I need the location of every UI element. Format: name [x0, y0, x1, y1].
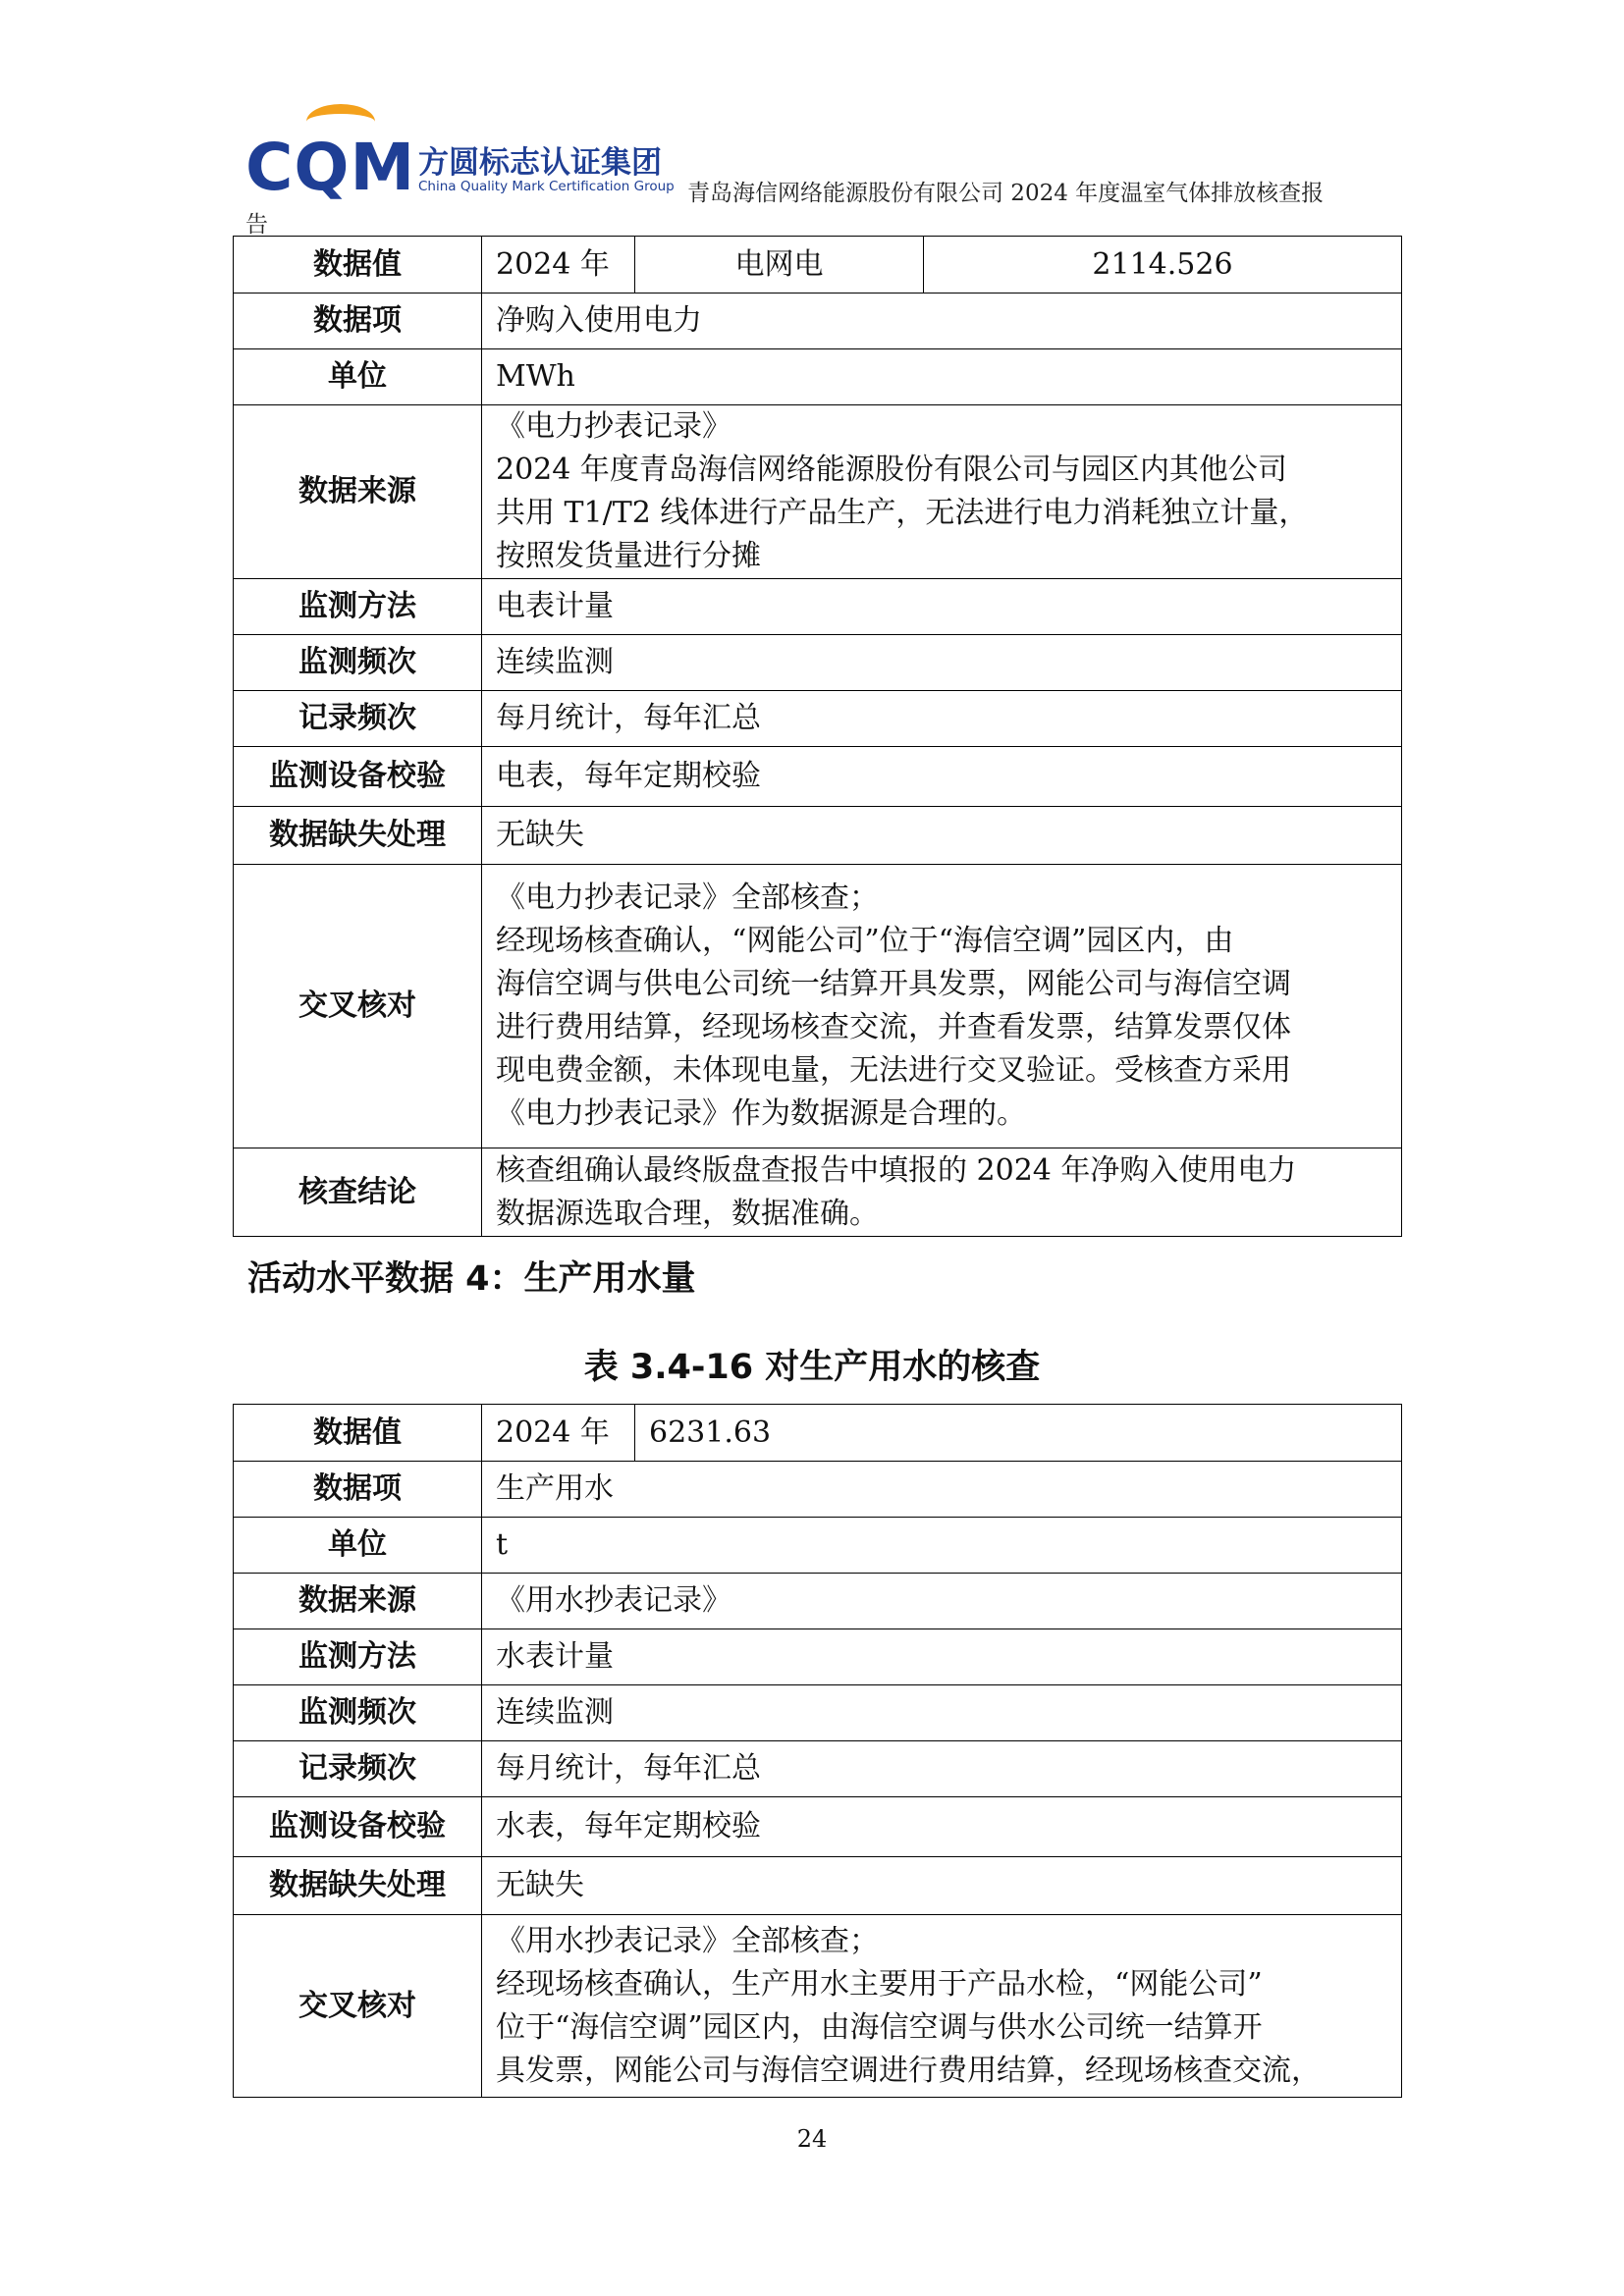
- table-caption: 表 3.4-16 对生产用水的核查: [583, 1348, 1041, 1387]
- logo-text: CQM: [245, 130, 416, 205]
- cqm-logo: [245, 130, 416, 205]
- label-record-frequency: 记录频次: [234, 691, 482, 747]
- table-row: [234, 1405, 1402, 1462]
- text-line: 位于“海信空调”园区内，由海信空调与供水公司统一结算开: [496, 2009, 1263, 2045]
- unit-value: MWh: [482, 349, 1402, 405]
- data-amount: 2114.526: [924, 237, 1402, 294]
- label-data-source: 数据来源: [234, 1574, 482, 1629]
- equipment-calibration-value: 电表，每年定期校验: [482, 747, 1402, 807]
- logo-arc-icon: [306, 104, 375, 139]
- data-year: 2024 年: [482, 237, 635, 294]
- data-type: 电网电: [635, 237, 924, 294]
- data-item-value: 净购入使用电力: [482, 294, 1402, 349]
- label-data-item: 数据项: [234, 294, 482, 349]
- label-missing-data: 数据缺失处理: [234, 807, 482, 865]
- record-frequency-value: 每月统计，每年汇总: [482, 1741, 1402, 1797]
- label-cross-check: 交叉核对: [234, 1915, 482, 2098]
- label-unit: 单位: [234, 349, 482, 405]
- text-line: 具发票，网能公司与海信空调进行费用结算，经现场核查交流，: [496, 2053, 1321, 2088]
- table-row: [234, 1462, 1402, 1518]
- data-source-value: 《用水抄表记录》: [482, 1574, 1402, 1629]
- table-row: [234, 579, 1402, 635]
- data-amount: 6231.63: [635, 1405, 1402, 1462]
- text-line: 核查组确认最终版盘查报告中填报的 2024 年净购入使用电力: [496, 1152, 1297, 1188]
- table-row: [234, 1148, 1402, 1237]
- label-equipment-calibration: 监测设备校验: [234, 1797, 482, 1857]
- data-source-value: [482, 405, 1402, 579]
- text-line: 现电费金额，未体现电量，无法进行交叉验证。受核查方采用: [496, 1053, 1291, 1088]
- table-row: [234, 1915, 1402, 2098]
- cross-check-value: [482, 1915, 1402, 2098]
- missing-data-value: 无缺失: [482, 1857, 1402, 1915]
- text-line: 进行费用结算，经现场核查交流，并查看发票，结算发票仅体: [496, 1010, 1291, 1044]
- label-conclusion: 核查结论: [234, 1148, 482, 1237]
- cross-check-value: [482, 865, 1402, 1148]
- label-data-value: 数据值: [234, 237, 482, 294]
- label-monitor-frequency: 监测频次: [234, 1685, 482, 1741]
- label-monitor-method: 监测方法: [234, 579, 482, 635]
- text-line: 《用水抄表记录》全部核查；: [496, 1923, 879, 1958]
- data-item-value: 生产用水: [482, 1462, 1402, 1518]
- missing-data-value: 无缺失: [482, 807, 1402, 865]
- text-line: 《电力抄表记录》: [496, 409, 731, 444]
- label-missing-data: 数据缺失处理: [234, 1857, 482, 1915]
- record-frequency-value: 每月统计，每年汇总: [482, 691, 1402, 747]
- table-row: [234, 635, 1402, 691]
- unit-value: t: [482, 1518, 1402, 1574]
- monitor-frequency-value: 连续监测: [482, 1685, 1402, 1741]
- label-equipment-calibration: 监测设备校验: [234, 747, 482, 807]
- text-line: 经现场核查确认，生产用水主要用于产品水检，“网能公司”: [496, 1966, 1263, 2002]
- table-row: [234, 691, 1402, 747]
- table-row: [234, 294, 1402, 349]
- page-header: [245, 118, 1404, 236]
- text-line: 《电力抄表记录》作为数据源是合理的。: [496, 1096, 1026, 1131]
- section-heading: 活动水平数据 4：生产用水量: [247, 1259, 696, 1299]
- text-line: 按照发货量进行分摊: [496, 539, 761, 573]
- table-row: [234, 405, 1402, 579]
- table-row: [234, 807, 1402, 865]
- table-row: [234, 237, 1402, 294]
- table-row: [234, 1518, 1402, 1574]
- table-row: [234, 1574, 1402, 1629]
- text-line: 2024 年度青岛海信网络能源股份有限公司与园区内其他公司: [496, 453, 1287, 487]
- monitor-method-value: 电表计量: [482, 579, 1402, 635]
- electricity-table: [233, 236, 1402, 1237]
- text-line: 数据源选取合理，数据准确。: [496, 1196, 879, 1231]
- table-row: [234, 1629, 1402, 1685]
- text-line: 经现场核查确认，“网能公司”位于“海信空调”园区内，由: [496, 924, 1234, 958]
- label-monitor-frequency: 监测频次: [234, 635, 482, 691]
- monitor-frequency-value: 连续监测: [482, 635, 1402, 691]
- conclusion-value: [482, 1148, 1402, 1237]
- water-table: [233, 1404, 1402, 2098]
- label-cross-check: 交叉核对: [234, 865, 482, 1148]
- table-row: [234, 1741, 1402, 1797]
- label-record-frequency: 记录频次: [234, 1741, 482, 1797]
- label-monitor-method: 监测方法: [234, 1629, 482, 1685]
- text-line: 海信空调与供电公司统一结算开具发票，网能公司与海信空调: [496, 967, 1291, 1001]
- logo-company-en: China Quality Mark Certification Group: [418, 179, 675, 194]
- header-doc-title: 青岛海信网络能源股份有限公司 2024 年度温室气体排放核查报: [687, 181, 1325, 206]
- table-row: [234, 349, 1402, 405]
- label-unit: 单位: [234, 1518, 482, 1574]
- table-row: [234, 865, 1402, 1148]
- table-row: [234, 1857, 1402, 1915]
- page-number: 24: [796, 2125, 828, 2153]
- monitor-method-value: 水表计量: [482, 1629, 1402, 1685]
- label-data-item: 数据项: [234, 1462, 482, 1518]
- label-data-value: 数据值: [234, 1405, 482, 1462]
- equipment-calibration-value: 水表，每年定期校验: [482, 1797, 1402, 1857]
- logo-company-cn: 方圆标志认证集团: [418, 145, 662, 181]
- text-line: 《电力抄表记录》全部核查；: [496, 881, 879, 915]
- header-doc-title-tail: 告: [245, 212, 268, 238]
- data-year: 2024 年: [482, 1405, 635, 1462]
- table-row: [234, 1685, 1402, 1741]
- label-data-source: 数据来源: [234, 405, 482, 579]
- table-row: [234, 1797, 1402, 1857]
- text-line: 共用 T1/T2 线体进行产品生产，无法进行电力消耗独立计量，: [496, 496, 1309, 530]
- table-row: [234, 747, 1402, 807]
